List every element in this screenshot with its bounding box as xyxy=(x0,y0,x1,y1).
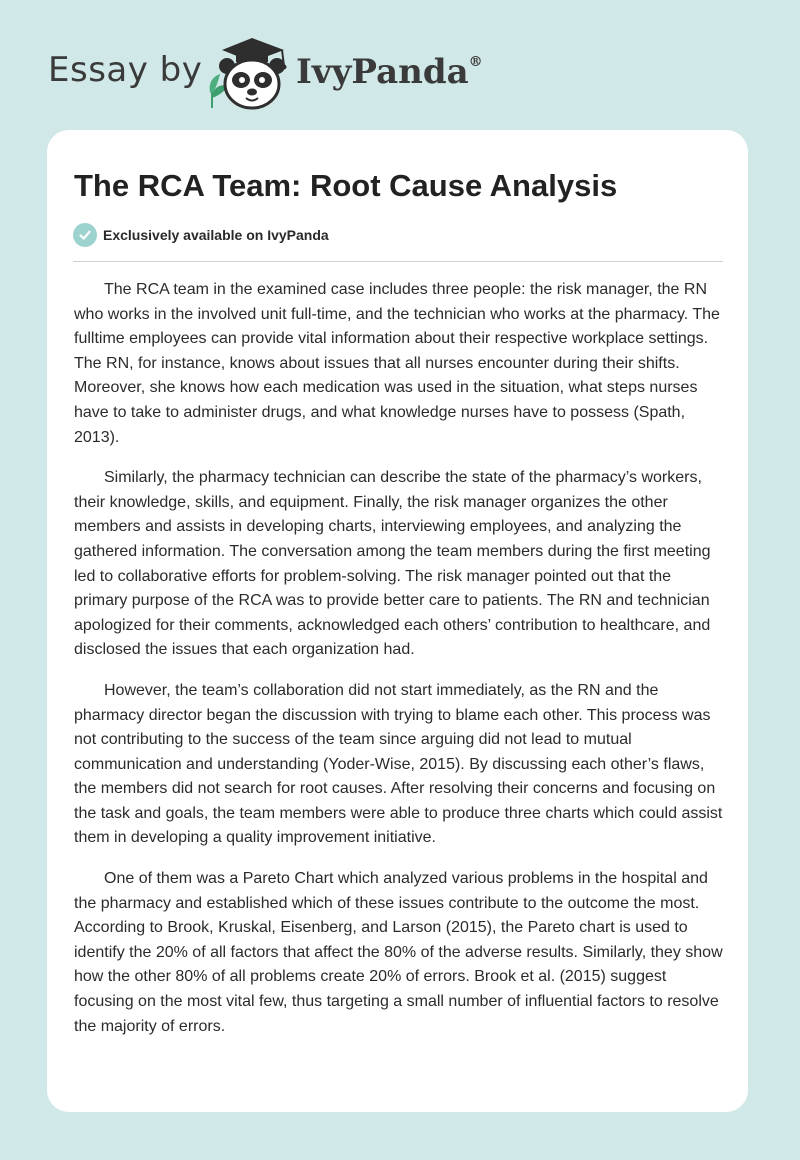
badge-text: Exclusively available on IvyPanda xyxy=(103,227,329,243)
brand-prefix: Essay by xyxy=(48,50,203,90)
divider xyxy=(73,261,723,262)
article-body xyxy=(74,278,724,1055)
exclusive-badge xyxy=(73,222,329,248)
paragraph: Similarly, the pharmacy technician can describe the state of the pharmacy’s workers, their knowledge, skills, and equipment. Finally, the risk manager organizes the other members and assists in developing charts, interviewing employees, and analyzing the gathered information. The conversation among the team members during the first meeting led to collaborative efforts for problem-solving. The risk manager pointed out that the primary purpose of the RCA was to provide better care to patients. The RN and technician apologized for their comments, acknowledged each others’ contribution to healthcare, and disclosed the issues that each organization had. xyxy=(74,469,711,659)
check-icon xyxy=(73,223,97,247)
brand-name-text: IvyPanda xyxy=(296,52,469,92)
site-header xyxy=(0,0,800,130)
registered-mark: ® xyxy=(468,54,483,70)
paragraph: However, the team’s collaboration did not start immediately, as the RN and the pharmacy director began the discussion with trying to blame each other. This process was not contributing to the success of the team since arguing did not lead to mutual communication and understanding (Yoder-Wise, 2015). By discussing each other’s flaws, the members did not search for root causes. After resolving their concerns and focusing on the task and goals, the team members were able to produce three charts which could assist them in developing a quality improvement initiative. xyxy=(74,681,723,847)
panda-graduate-icon[interactable] xyxy=(200,36,296,110)
brand-name[interactable] xyxy=(296,52,483,92)
page-title: The RCA Team: Root Cause Analysis xyxy=(74,168,618,203)
article-card xyxy=(47,130,748,1112)
paragraph: The RCA team in the examined case includes three people: the risk manager, the RN who works in the involved unit full-time, and the technician who works at the pharmacy. The fulltime employees can provide vital information about their respective workplace settings. The RN, for instance, knows about issues that all nurses encounter during their shifts. Moreover, she knows how each medication was used in the situation, what steps nurses have to take to administer drugs, and what knowledge nurses have to possess (Spath, 2013). xyxy=(74,281,720,446)
paragraph: One of them was a Pareto Chart which analyzed various problems in the hospital and the pharmacy and established which of these issues contribute to the outcome the most. According to Brook, Kruskal, Eisenberg, and Larson (2015), the Pareto chart is used to identify the 20% of all factors that affect the 80% of the adverse results. Similarly, they show how the other 80% of all problems create 20% of errors. Brook et al. (2015) suggest focusing on the most vital few, thus targeting a small number of influential factors to resolve the majority of errors. xyxy=(74,870,723,1035)
